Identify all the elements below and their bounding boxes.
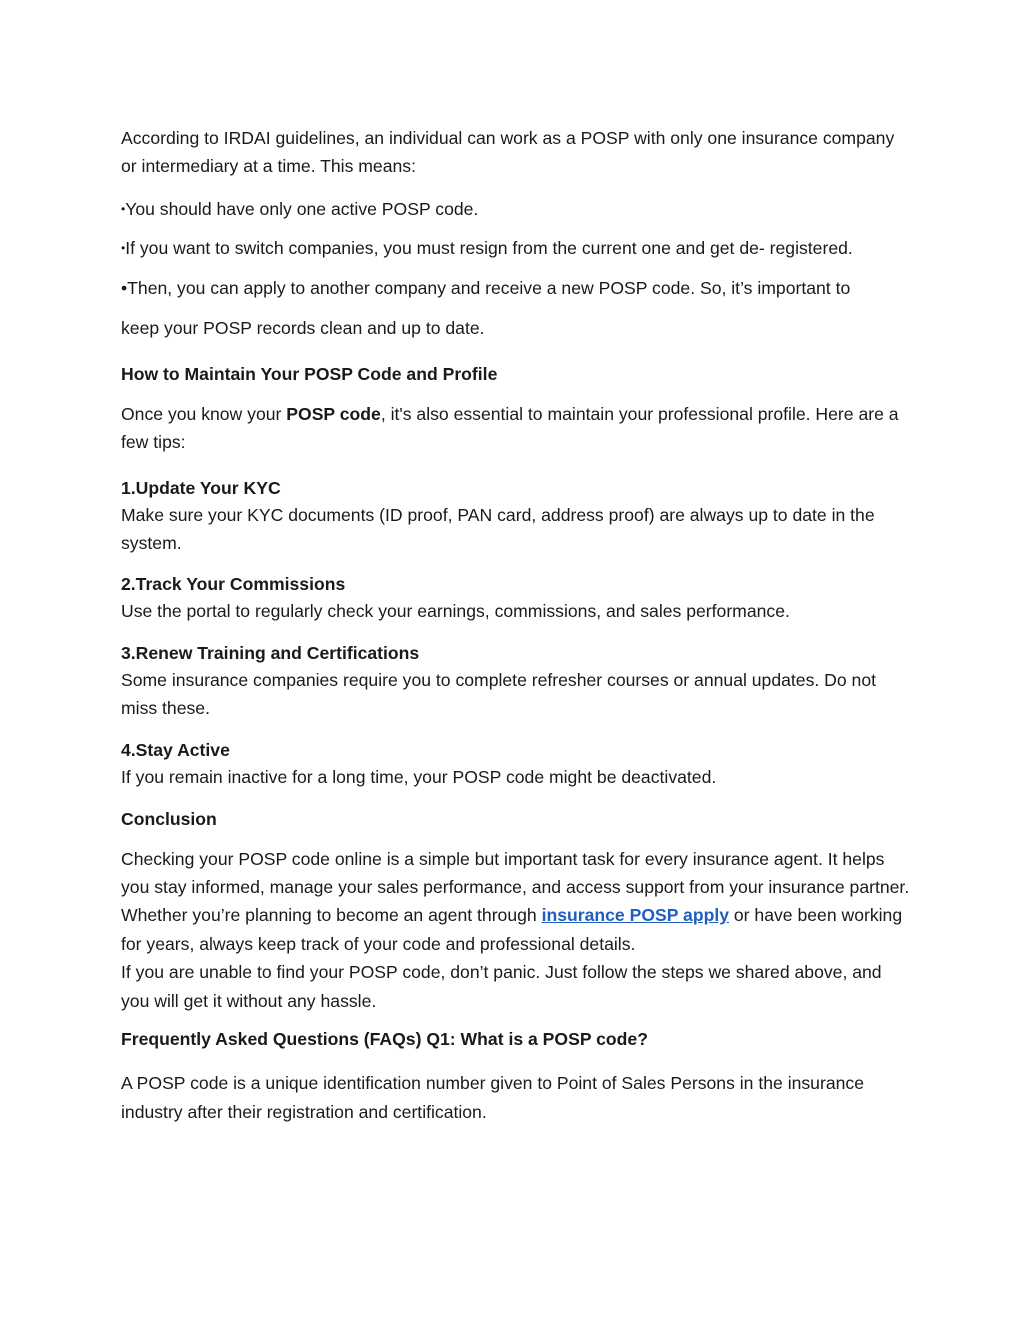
maintain-heading: How to Maintain Your POSP Code and Profile <box>121 364 498 385</box>
step-body: Make sure your KYC documents (ID proof, PAN card, address proof) are always up to date in the system. <box>121 504 875 554</box>
step-body: Some insurance companies require you to complete refresher courses or annual updates. Do not miss these. <box>121 669 876 719</box>
maintain-text-bold: POSP code <box>286 403 381 424</box>
maintain-text-before: Once you know your <box>121 403 287 424</box>
bullet-icon: • <box>121 241 126 256</box>
step-body: Use the portal to regularly check your earnings, commissions, and sales performance. <box>121 601 790 622</box>
conclusion-paragraph <box>121 845 911 959</box>
conclusion-paragraph-2: If you are unable to find your POSP code, don’t panic. Just follow the steps we shared above, and you will get it without any hassle. <box>121 962 882 1011</box>
conclusion-text-before: Checking your POSP code online is a simple but important task for every insurance agent. It helps you stay informed, manage your sales performance, and access support from your insurance partner. Whether you’re planning to become an agent through <box>121 848 910 926</box>
bullet-item <box>121 195 911 223</box>
bullet-icon: • <box>121 277 128 298</box>
bullet-text: If you want to switch companies, you must resign from the current one and get de- registered. <box>125 238 853 259</box>
bullet-item <box>121 234 911 262</box>
bullet-item <box>121 274 911 302</box>
maintain-text-after: , it's also essential to maintain your professional profile. Here are a few tips: <box>121 403 899 453</box>
insurance-posp-apply-link[interactable]: insurance POSP apply <box>541 905 729 926</box>
conclusion-heading: Conclusion <box>121 809 217 830</box>
bullet-text: Then, you can apply to another company and receive a new POSP code. So, it’s important to <box>127 277 851 298</box>
faq-heading: Frequently Asked Questions (FAQs) Q1: What is a POSP code? <box>121 1028 648 1049</box>
step-title: 1.Update Your KYC <box>121 477 281 498</box>
step-title: 4.Stay Active <box>121 739 230 760</box>
bullet-continuation: keep your POSP records clean and up to date. <box>121 318 485 339</box>
step-title: 3.Renew Training and Certifications <box>121 642 420 663</box>
faq-answer: A POSP code is a unique identification number given to Point of Sales Persons in the insurance industry after their registration and certification. <box>121 1073 864 1122</box>
maintain-paragraph <box>121 400 911 457</box>
bullet-text: You should have only one active POSP code. <box>125 198 479 219</box>
step-body: If you remain inactive for a long time, your POSP code might be deactivated. <box>121 766 717 787</box>
document-page <box>121 124 911 1126</box>
conclusion-text-after: or have been working for years, always keep track of your code and professional details. <box>121 905 903 954</box>
step-title: 2.Track Your Commissions <box>121 574 346 595</box>
bullet-icon: • <box>121 201 126 216</box>
intro-paragraph: According to IRDAI guidelines, an individual can work as a POSP with only one insurance company or intermediary at a time. This means: <box>121 128 895 177</box>
